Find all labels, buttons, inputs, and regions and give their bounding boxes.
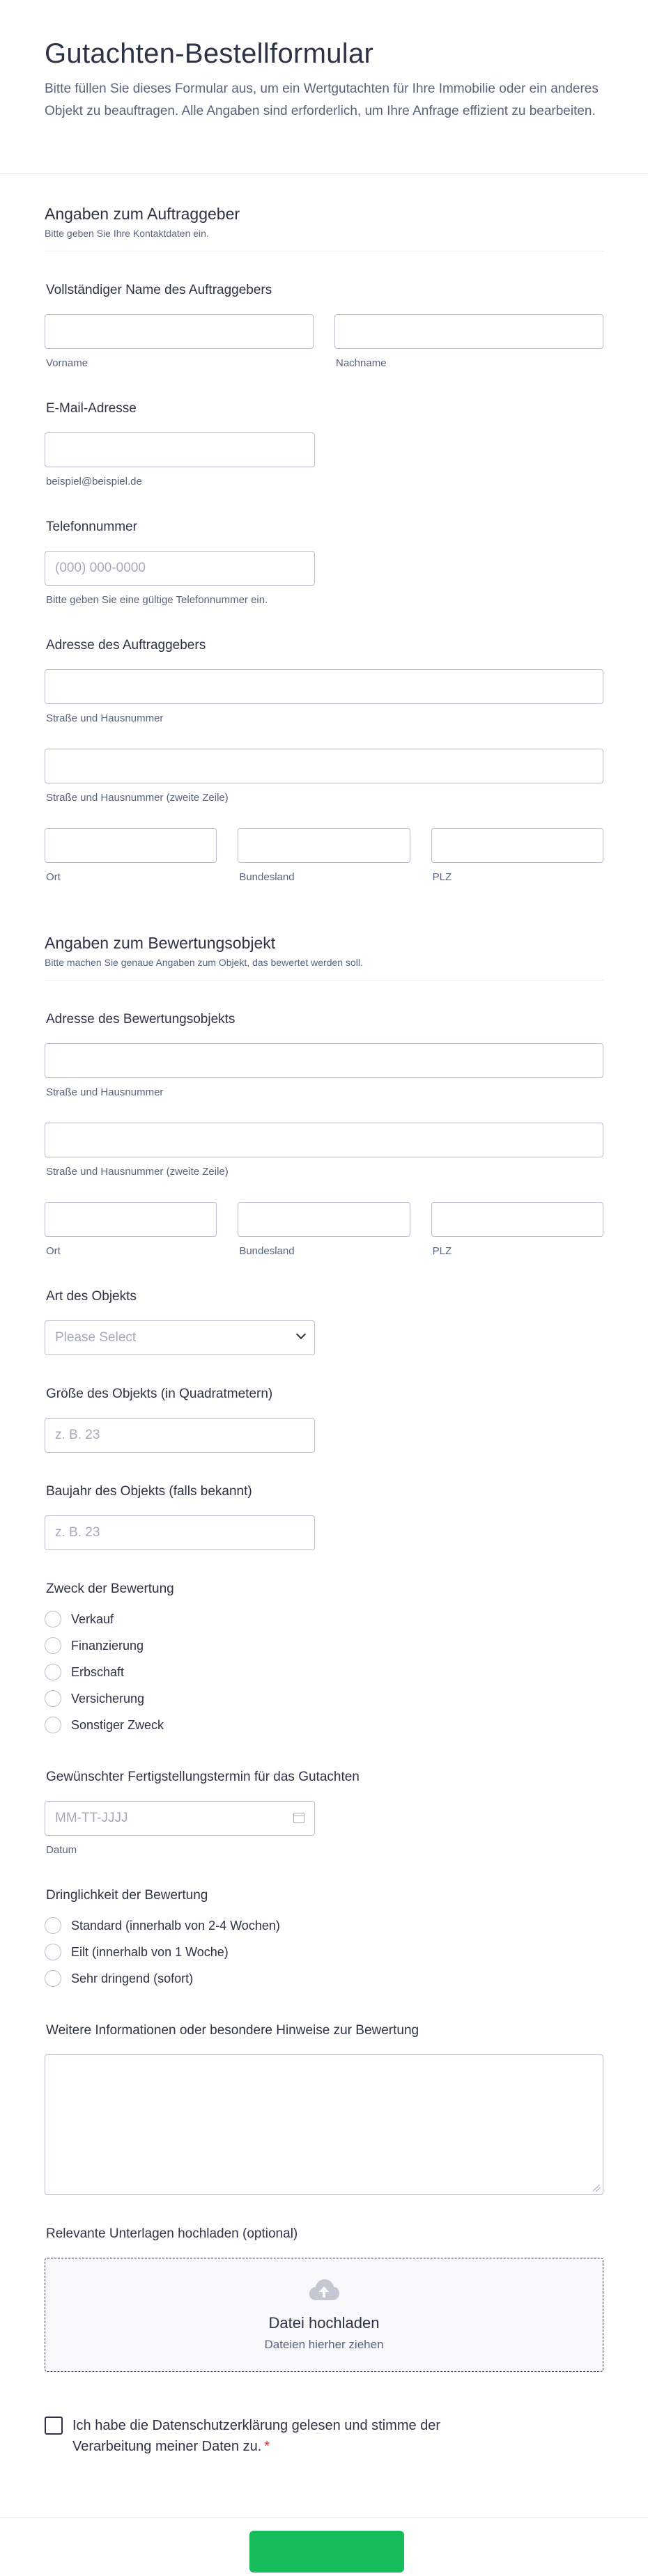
object-size-input[interactable] (45, 1418, 315, 1453)
radio-label: Sonstiger Zweck (71, 1717, 164, 1732)
radio-button[interactable] (45, 1664, 61, 1680)
purpose-option[interactable] (45, 1659, 603, 1685)
field-email (45, 370, 603, 488)
urgency-option[interactable] (45, 1965, 603, 1992)
field-label: Telefonnummer (46, 520, 137, 534)
purpose-option[interactable] (45, 1632, 603, 1659)
field-hint: Bundesland (239, 1245, 295, 1257)
field-label: Zweck der Bewertung (46, 1582, 174, 1596)
object-street2-input[interactable] (45, 1123, 603, 1157)
field-label: Größe des Objekts (in Quadratmetern) (46, 1387, 273, 1401)
urgency-option[interactable] (45, 1939, 603, 1965)
field-hint: Datum (46, 1844, 77, 1856)
chevron-down-icon (296, 1329, 306, 1339)
deadline-date-input[interactable] (45, 1801, 315, 1836)
build-year-input[interactable] (45, 1515, 315, 1550)
radio-button[interactable] (45, 1611, 61, 1627)
radio-button[interactable] (45, 1637, 61, 1654)
field-hint: PLZ (432, 871, 452, 883)
radio-label: Sehr dringend (sofort) (71, 1971, 194, 1985)
field-hint: Bundesland (239, 871, 295, 883)
last-name-input[interactable] (334, 314, 603, 349)
file-upload-dropzone[interactable] (45, 2258, 603, 2372)
object-state-input[interactable] (238, 1202, 410, 1237)
field-object-address (45, 981, 603, 1258)
purpose-radio-group (45, 1606, 603, 1738)
section-subtitle: Bitte geben Sie Ihre Kontaktdaten ein. (45, 228, 209, 239)
consent-label (72, 2415, 518, 2457)
radio-label: Eilt (innerhalb von 1 Woche) (71, 1944, 229, 1959)
radio-label: Erbschaft (71, 1664, 125, 1679)
submit-button[interactable] (249, 2531, 404, 2573)
field-hint: Straße und Hausnummer (zweite Zeile) (46, 792, 229, 804)
section-subtitle: Bitte machen Sie genaue Angaben zum Objekt, das bewertet werden soll. (45, 957, 363, 968)
notes-textarea[interactable] (45, 2054, 603, 2195)
field-hint: Vorname (46, 357, 88, 369)
radio-button[interactable] (45, 1917, 61, 1934)
resize-handle[interactable] (593, 2185, 600, 2192)
radio-label: Versicherung (71, 1691, 145, 1705)
form-description: Bitte füllen Sie dieses Formular aus, um ein Wertgutachten für Ihre Immobilie oder ein anderes Objekt zu beauftragen. Alle Angaben sind erforderlich, um Ihre Anfrage effizient zu bearbeiten. (45, 81, 599, 118)
field-label: Relevante Unterlagen hochladen (optional) (46, 2226, 298, 2241)
field-label: Dringlichkeit der Bewertung (46, 1888, 208, 1903)
client-city-input[interactable] (45, 828, 217, 863)
field-urgency (45, 1857, 603, 1992)
form-body (0, 174, 648, 2457)
field-build-year (45, 1453, 603, 1550)
field-hint: Straße und Hausnummer (46, 1086, 164, 1098)
radio-label: Finanzierung (71, 1638, 144, 1653)
first-name-input[interactable] (45, 314, 314, 349)
object-city-input[interactable] (45, 1202, 217, 1237)
email-input[interactable] (45, 432, 315, 467)
client-street-input[interactable] (45, 669, 603, 704)
field-hint: beispiel@beispiel.de (46, 476, 142, 487)
select-value: Please Select (55, 1330, 137, 1345)
required-mark: * (264, 2439, 270, 2454)
section-object (45, 884, 603, 981)
urgency-radio-group (45, 1912, 603, 1992)
calendar-icon[interactable] (293, 1813, 304, 1823)
field-label: Adresse des Bewertungsobjekts (46, 1012, 236, 1027)
field-label: Gewünschter Fertigstellungstermin für das Gutachten (46, 1770, 360, 1784)
field-hint: Straße und Hausnummer (zweite Zeile) (46, 1166, 229, 1178)
section-title: Angaben zum Auftraggeber (45, 205, 240, 223)
object-zip-input[interactable] (431, 1202, 603, 1237)
field-hint: Ort (46, 1245, 61, 1257)
purpose-option[interactable] (45, 1712, 603, 1738)
object-type-select[interactable] (45, 1320, 315, 1355)
urgency-option[interactable] (45, 1912, 603, 1939)
field-object-size (45, 1355, 603, 1453)
consent-text: Ich habe die Datenschutzerklärung gelesen und stimme der Verarbeitung meiner Daten zu. (72, 2418, 441, 2454)
field-full-name (45, 251, 603, 370)
radio-label: Verkauf (71, 1611, 114, 1626)
field-phone (45, 488, 603, 607)
date-placeholder: MM-TT-JJJJ (55, 1811, 128, 1825)
field-label: Art des Objekts (46, 1289, 137, 1304)
field-hint: PLZ (432, 1245, 452, 1257)
client-zip-input[interactable] (431, 828, 603, 863)
consent-field (45, 2372, 603, 2457)
field-label: Baujahr des Objekts (falls bekannt) (46, 1484, 252, 1499)
field-hint: Nachname (336, 357, 387, 369)
radio-button[interactable] (45, 1944, 61, 1960)
radio-button[interactable] (45, 1717, 61, 1733)
field-label: Weitere Informationen oder besondere Hinweise zur Bewertung (46, 2023, 419, 2038)
field-label: E-Mail-Adresse (46, 401, 137, 416)
field-label: Adresse des Auftraggebers (46, 638, 206, 653)
radio-button[interactable] (45, 1970, 61, 1987)
purpose-option[interactable] (45, 1606, 603, 1632)
object-street-input[interactable] (45, 1043, 603, 1078)
field-deadline (45, 1738, 603, 1857)
field-object-type (45, 1258, 603, 1355)
radio-label: Standard (innerhalb von 2-4 Wochen) (71, 1918, 280, 1933)
submit-area (0, 2518, 648, 2576)
cloud-upload-icon (308, 2278, 340, 2302)
section-title: Angaben zum Bewertungsobjekt (45, 934, 276, 952)
phone-input[interactable] (45, 551, 315, 586)
purpose-option[interactable] (45, 1685, 603, 1712)
consent-checkbox[interactable] (45, 2417, 63, 2435)
field-purpose (45, 1550, 603, 1738)
form-title: Gutachten-Bestellformular (45, 38, 374, 69)
form-header (0, 0, 648, 174)
section-client (45, 174, 603, 251)
field-label: Vollständiger Name des Auftraggebers (46, 283, 272, 297)
upload-subtitle: Dateien hierher ziehen (264, 2338, 384, 2351)
field-hint: Ort (46, 871, 61, 883)
client-state-input[interactable] (238, 828, 410, 863)
field-upload (45, 2195, 603, 2372)
field-client-address (45, 607, 603, 884)
client-street2-input[interactable] (45, 749, 603, 783)
upload-title: Datei hochladen (268, 2314, 380, 2332)
field-hint: Straße und Hausnummer (46, 712, 164, 724)
field-notes (45, 1992, 603, 2195)
radio-button[interactable] (45, 1690, 61, 1707)
field-hint: Bitte geben Sie eine gültige Telefonnummer ein. (46, 594, 268, 606)
